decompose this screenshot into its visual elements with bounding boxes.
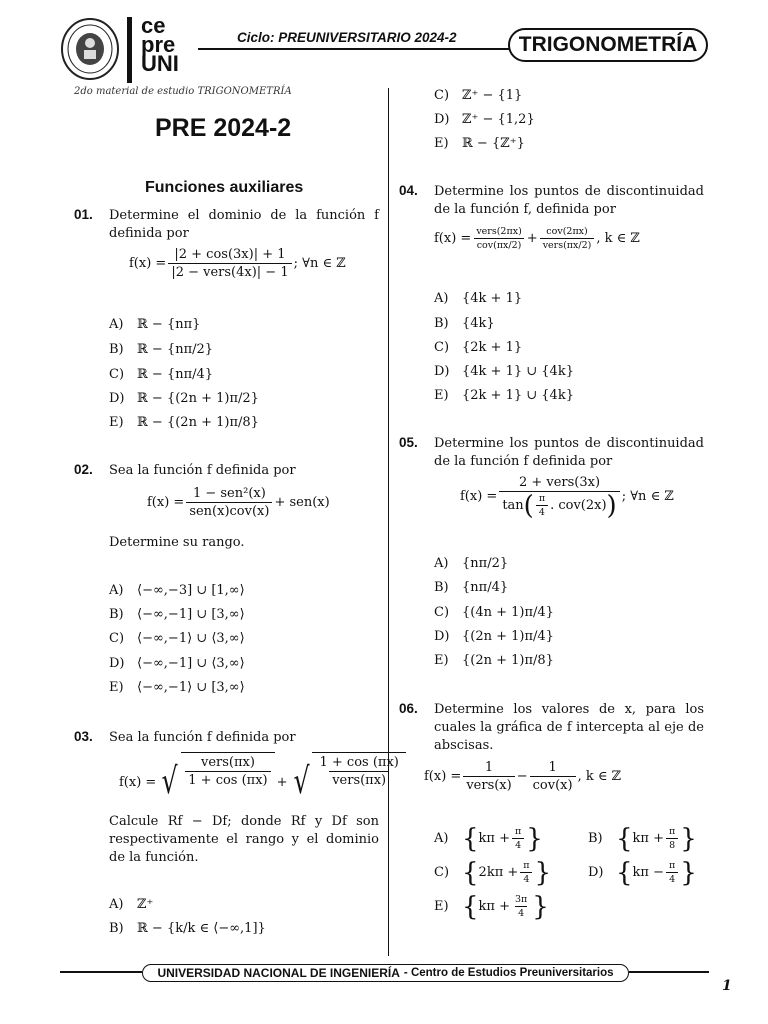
question-text: Determine los puntos de discontinuidad de la función f, definida por [434, 184, 704, 217]
option: C) { 2kπ + $\frac{\pi}{4}$ } [434, 857, 552, 888]
option: C) ℤ⁺ − {1} [434, 88, 523, 103]
formula: f(x) = $\frac{\text{vers(2πx)}}{\text{cov(πx/2)}}$ + $\frac{\text{cov(2πx)}}{\text{vers(πx/2)}}$ , k ∈ ℤ [434, 226, 640, 251]
fraction: $\frac{\pi}{4}$ [512, 826, 524, 851]
page-number: 1 [722, 978, 732, 994]
option: B) ⟨−∞,−1] ∪ [3,∞⟩ [109, 607, 245, 622]
option: E) ⟨−∞,−1⟩ ∪ [3,∞⟩ [109, 680, 245, 695]
option: A) {nπ/2} [434, 556, 509, 571]
fraction: $\frac{\text{1 − sen²(x)}}{\text{sen(x)cov(x)}}$ [186, 486, 272, 519]
footer-rule-left [60, 971, 142, 973]
fraction: $\frac{\pi}{4}$ [666, 860, 678, 885]
option: C) {(4n + 1)π/4} [434, 605, 554, 620]
material-note: 2do material de estudio TRIGONOMETRÍA [74, 86, 292, 97]
section-title: Funciones auxiliares [145, 179, 304, 196]
question-prompt: Calcule Rf − Df; donde Rf y Df son respectivamente el rango y el dominio de la función. [109, 814, 379, 865]
option: A) ⟨−∞,−3] ∪ [1,∞⟩ [109, 583, 245, 598]
option: B) {4k} [434, 316, 495, 331]
option: B) ℝ − {nπ/2} [109, 342, 214, 357]
option: D) ℤ⁺ − {1,2} [434, 112, 535, 127]
footer-rule-right [629, 971, 709, 973]
option: E) ℝ − {ℤ⁺} [434, 136, 525, 151]
question-prompt: Determine su rango. [109, 535, 245, 550]
fraction: 2 + vers(3x) tan ( $\frac{\pi}{4}$ . cov(2x) ) [499, 475, 619, 518]
question-text: Sea la función f definida por [109, 730, 296, 745]
option: E) { kπ + $\frac{3\pi}{4}$ } [434, 891, 549, 922]
column-divider [388, 88, 389, 956]
formula: f(x) = √ $\frac{\text{vers(πx)}}{1 + \cos (\pi x)}$ + √ $\frac{1 + \cos (\pi x)}{\text{vers(πx)}}$ [119, 752, 408, 812]
question-text: Determine los valores de x, para los cuales la gráfica de f intercepta al eje de abscisas. [434, 702, 704, 753]
fraction: $\frac{1 + \cos (\pi x)}{\text{vers(πx)}}$ [319, 755, 399, 788]
formula: f(x) = $\frac{1}{\text{vers(x)}}$ − $\frac{1}{\text{cov(x)}}$ , k ∈ ℤ [424, 760, 622, 793]
question-number: 01. [74, 207, 93, 222]
option: B) { kπ + $\frac{\pi}{8}$ } [588, 823, 697, 854]
cycle-label: Ciclo: PREUNIVERSITARIO 2024-2 [237, 30, 457, 45]
fraction: $\frac{\pi}{8}$ [666, 826, 678, 851]
fraction: $\frac{3\pi}{4}$ [515, 894, 528, 919]
question-text: Determine los puntos de discontinuidad de la función f definida por [434, 436, 704, 469]
option: D) ⟨−∞,−1] ∪ ⟨3,∞⟩ [109, 656, 245, 671]
option: A) ℝ − {nπ} [109, 317, 201, 332]
option: C) ⟨−∞,−1⟩ ∪ ⟨3,∞⟩ [109, 631, 245, 646]
option: D) { kπ − $\frac{\pi}{4}$ } [588, 857, 697, 888]
cepre-uni-logo: ce pre UNI [141, 13, 179, 76]
page-title: PRE 2024-2 [155, 114, 292, 142]
option: E) ℝ − {(2n + 1)π/8} [109, 415, 259, 430]
formula: f(x) = $\frac{|2 + \cos(3x)| + 1}{\text{|2 − vers(4x)| − 1}}$ ; ∀n ∈ ℤ [129, 247, 346, 280]
option: C) {2k + 1} [434, 340, 523, 355]
header-rule [198, 48, 510, 50]
option: C) ℝ − {nπ/4} [109, 367, 214, 382]
option: A) {4k + 1} [434, 291, 523, 306]
subject-title: TRIGONOMETRÍA [518, 33, 698, 56]
option: E) {2k + 1} ∪ {4k} [434, 388, 574, 403]
question-number: 05. [399, 435, 418, 450]
fraction: $\frac{1}{\text{vers(x)}}$ [463, 760, 514, 793]
option: B) {nπ/4} [434, 580, 509, 595]
question-number: 06. [399, 701, 418, 716]
question-text: Sea la función f definida por [109, 463, 296, 478]
footer-center: - Centro de Estudios Preuniversitarios [403, 967, 614, 979]
question-text: Determine el dominio de la función f definida por [109, 208, 379, 241]
fraction: $\frac{\pi}{4}$ [536, 493, 548, 518]
formula: f(x) = 2 + vers(3x) tan ( $\frac{\pi}{4}$ . cov(2x) ) ; ∀n ∈ ℤ [460, 475, 674, 521]
footer-university: UNIVERSIDAD NACIONAL DE INGENIERÍA [157, 966, 400, 980]
option: E) {(2n + 1)π/8} [434, 653, 554, 668]
option: D) {4k + 1} ∪ {4k} [434, 364, 574, 379]
footer-banner [142, 964, 629, 982]
logo-divider [127, 17, 132, 83]
fraction: $\frac{\text{cov(2πx)}}{\text{vers(πx/2)}}$ [540, 226, 595, 251]
fraction: $\frac{\pi}{4}$ [520, 860, 532, 885]
square-root: √ $\frac{\text{vers(πx)}}{1 + \cos (\pi x)}$ [158, 752, 274, 812]
fraction: $\frac{1}{\text{cov(x)}}$ [530, 760, 576, 793]
option: A) ℤ⁺ [109, 897, 154, 912]
subject-badge [508, 28, 708, 62]
uni-seal-logo [60, 17, 120, 82]
question-number: 03. [74, 729, 93, 744]
fraction: $\frac{\text{vers(πx)}}{1 + \cos (\pi x)}$ [185, 755, 270, 788]
formula: f(x) = $\frac{\text{1 − sen²(x)}}{\text{sen(x)cov(x)}}$ + sen(x) [147, 486, 330, 519]
option: B) ℝ − {k/k ∈ ⟨−∞,1]} [109, 921, 266, 936]
fraction: $\frac{|2 + \cos(3x)| + 1}{\text{|2 − vers(4x)| − 1}}$ [168, 247, 291, 280]
option: D) {(2n + 1)π/4} [434, 629, 554, 644]
question-number: 04. [399, 183, 418, 198]
square-root: √ $\frac{1 + \cos (\pi x)}{\text{vers(πx)}}$ [290, 752, 406, 812]
option: D) ℝ − {(2n + 1)π/2} [109, 391, 259, 406]
question-number: 02. [74, 462, 93, 477]
option: A) { kπ + $\frac{\pi}{4}$ } [434, 823, 543, 854]
fraction: $\frac{\text{vers(2πx)}}{\text{cov(πx/2)}}$ [473, 226, 524, 251]
